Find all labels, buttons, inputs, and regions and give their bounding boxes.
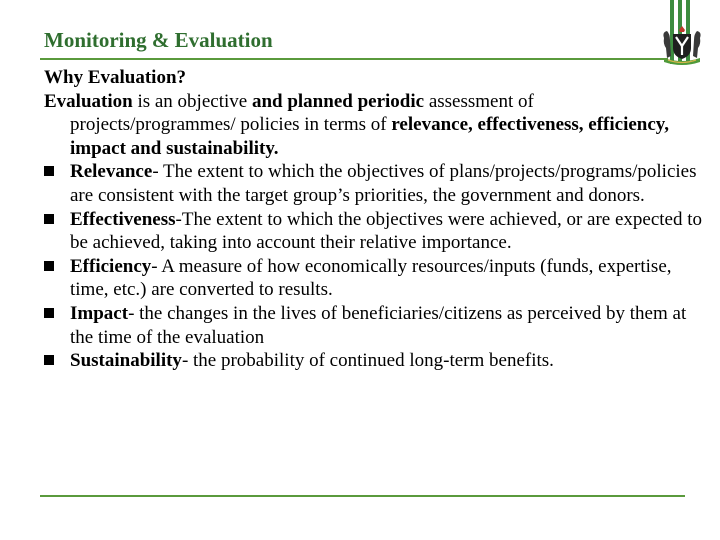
bullet-separator: - [152, 161, 164, 183]
bullet-term: Effectiveness [70, 208, 176, 230]
bullet-text: A measure of how economically resources/inputs (funds, expertise, time, etc.) are converted to results. [70, 255, 672, 301]
slide-body [44, 66, 704, 373]
list-item-effectiveness [44, 208, 704, 255]
square-bullet-icon [44, 214, 54, 224]
intro-bold-2: relevance, effectiveness, efficiency, impact and sustainability. [70, 114, 670, 159]
bullet-text: the changes in the lives of beneficiaries/citizens as perceived by them at the time of the evaluation [70, 302, 687, 348]
bullet-text: the probability of continued long-term benefits. [193, 350, 554, 372]
bullet-text: The extent to which the objectives of plans/projects/programs/policies are consistent with the target group’s priorities, the government and donors. [70, 161, 697, 206]
bullet-term: Impact [70, 302, 129, 324]
subheading: Why Evaluation? [44, 67, 187, 88]
intro-paragraph [44, 90, 704, 161]
list-item-impact [44, 302, 704, 349]
list-item-sustainability [44, 349, 704, 373]
list-item-relevance [44, 160, 704, 207]
bullet-term: Efficiency [70, 255, 152, 277]
square-bullet-icon [44, 261, 54, 271]
slide-title: Monitoring & Evaluation [44, 28, 273, 52]
bullet-separator: - [181, 350, 194, 372]
bullet-separator: - [151, 255, 162, 277]
square-bullet-icon [44, 355, 54, 365]
square-bullet-icon [44, 308, 54, 318]
bullet-separator: - [175, 208, 182, 230]
bullet-term: Sustainability [70, 350, 182, 372]
intro-text-2: assessment of projects/programmes/ policies in terms of [70, 90, 534, 136]
footer-divider [40, 495, 685, 497]
title-divider [40, 58, 668, 60]
criteria-list [44, 160, 704, 372]
bullet-term: Relevance [70, 161, 153, 183]
intro-lead: Evaluation [44, 90, 133, 112]
bullet-separator: - [128, 302, 140, 324]
list-item-efficiency [44, 255, 704, 302]
square-bullet-icon [44, 166, 54, 176]
bullet-text: The extent to which the objectives were achieved, or are expected to be achieved, taking into account their relative importance. [70, 208, 703, 254]
intro-text-1: is an objective [132, 90, 252, 112]
intro-bold-1: and planned periodic [251, 90, 425, 112]
